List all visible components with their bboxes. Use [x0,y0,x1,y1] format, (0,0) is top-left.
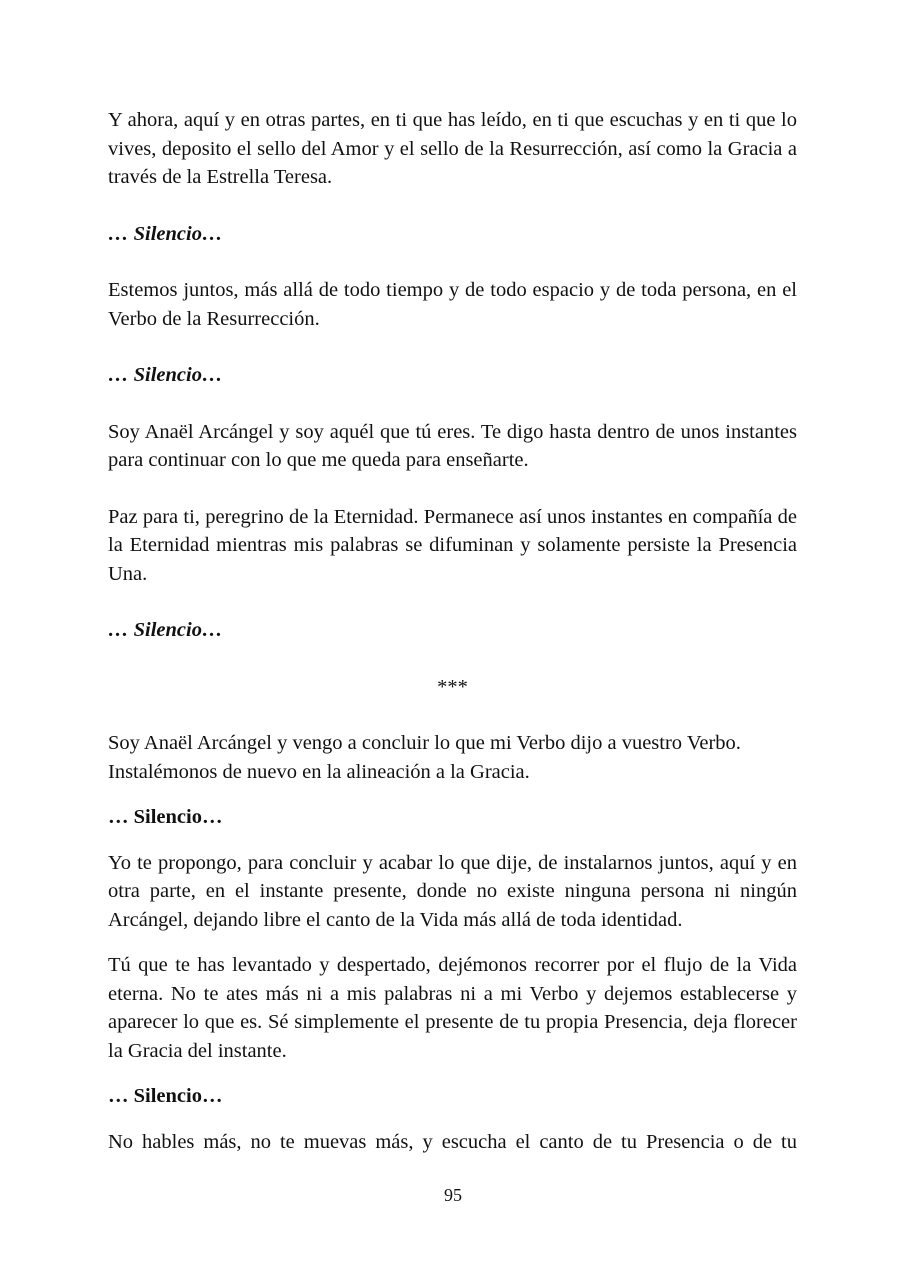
paragraph: Instalémonos de nuevo en la alineación a la Gracia. [108,760,530,783]
page-body [108,106,797,1156]
paragraph: Soy Anaël Arcángel y vengo a concluir lo que mi Verbo dijo a vuestro Verbo. [108,732,741,754]
paragraph: Yo te propongo, para concluir y acabar lo que dije, de instalarnos juntos, aquí y en otra parte, en el instante presente, donde no existe ninguna persona ni ningún Arcángel, dejando libre el canto de la Vida más allá de toda identidad. [108,851,797,931]
paragraph: Y ahora, aquí y en otras partes, en ti que has leído, en ti que escuchas y en ti que lo vives, deposito el sello del Amor y el sello de la Resurrección, así como la Gracia a través de la Estrella Teresa. [108,109,797,188]
silence-marker: … Silencio… [108,1085,223,1107]
page-number: 95 [444,1185,462,1205]
silence-marker: … Silencio… [108,619,223,641]
paragraph: Paz para ti, peregrino de la Eternidad. Permanece así unos instantes en compañía de la Eternidad mientras mis palabras se difuminan y solamente persiste la Presencia Una. [108,505,797,585]
paragraph: Estemos juntos, más allá de todo tiempo y de todo espacio y de toda persona, en el Verbo de la Resurrección. [108,279,797,330]
silence-marker: … Silencio… [108,364,223,386]
paragraph: Tú que te has levantado y despertado, dejémonos recorrer por el flujo de la Vida eterna. No te ates más ni a mis palabras ni a mi Verbo y dejemos establecerse y aparecer lo que es. Sé simplemente el presente de tu propia Presencia, deja florecer la Gracia del instante. [108,954,797,1062]
paragraph: No hables más, no te muevas más, y escucha el canto de tu Presencia o de tu [108,1130,797,1153]
silence-marker: … Silencio… [108,806,223,828]
section-separator: *** [437,675,468,698]
paragraph: Soy Anaël Arcángel y soy aquél que tú eres. Te digo hasta dentro de unos instantes para continuar con lo que me queda para enseñarte. [108,420,797,471]
silence-marker: … Silencio… [108,222,223,245]
